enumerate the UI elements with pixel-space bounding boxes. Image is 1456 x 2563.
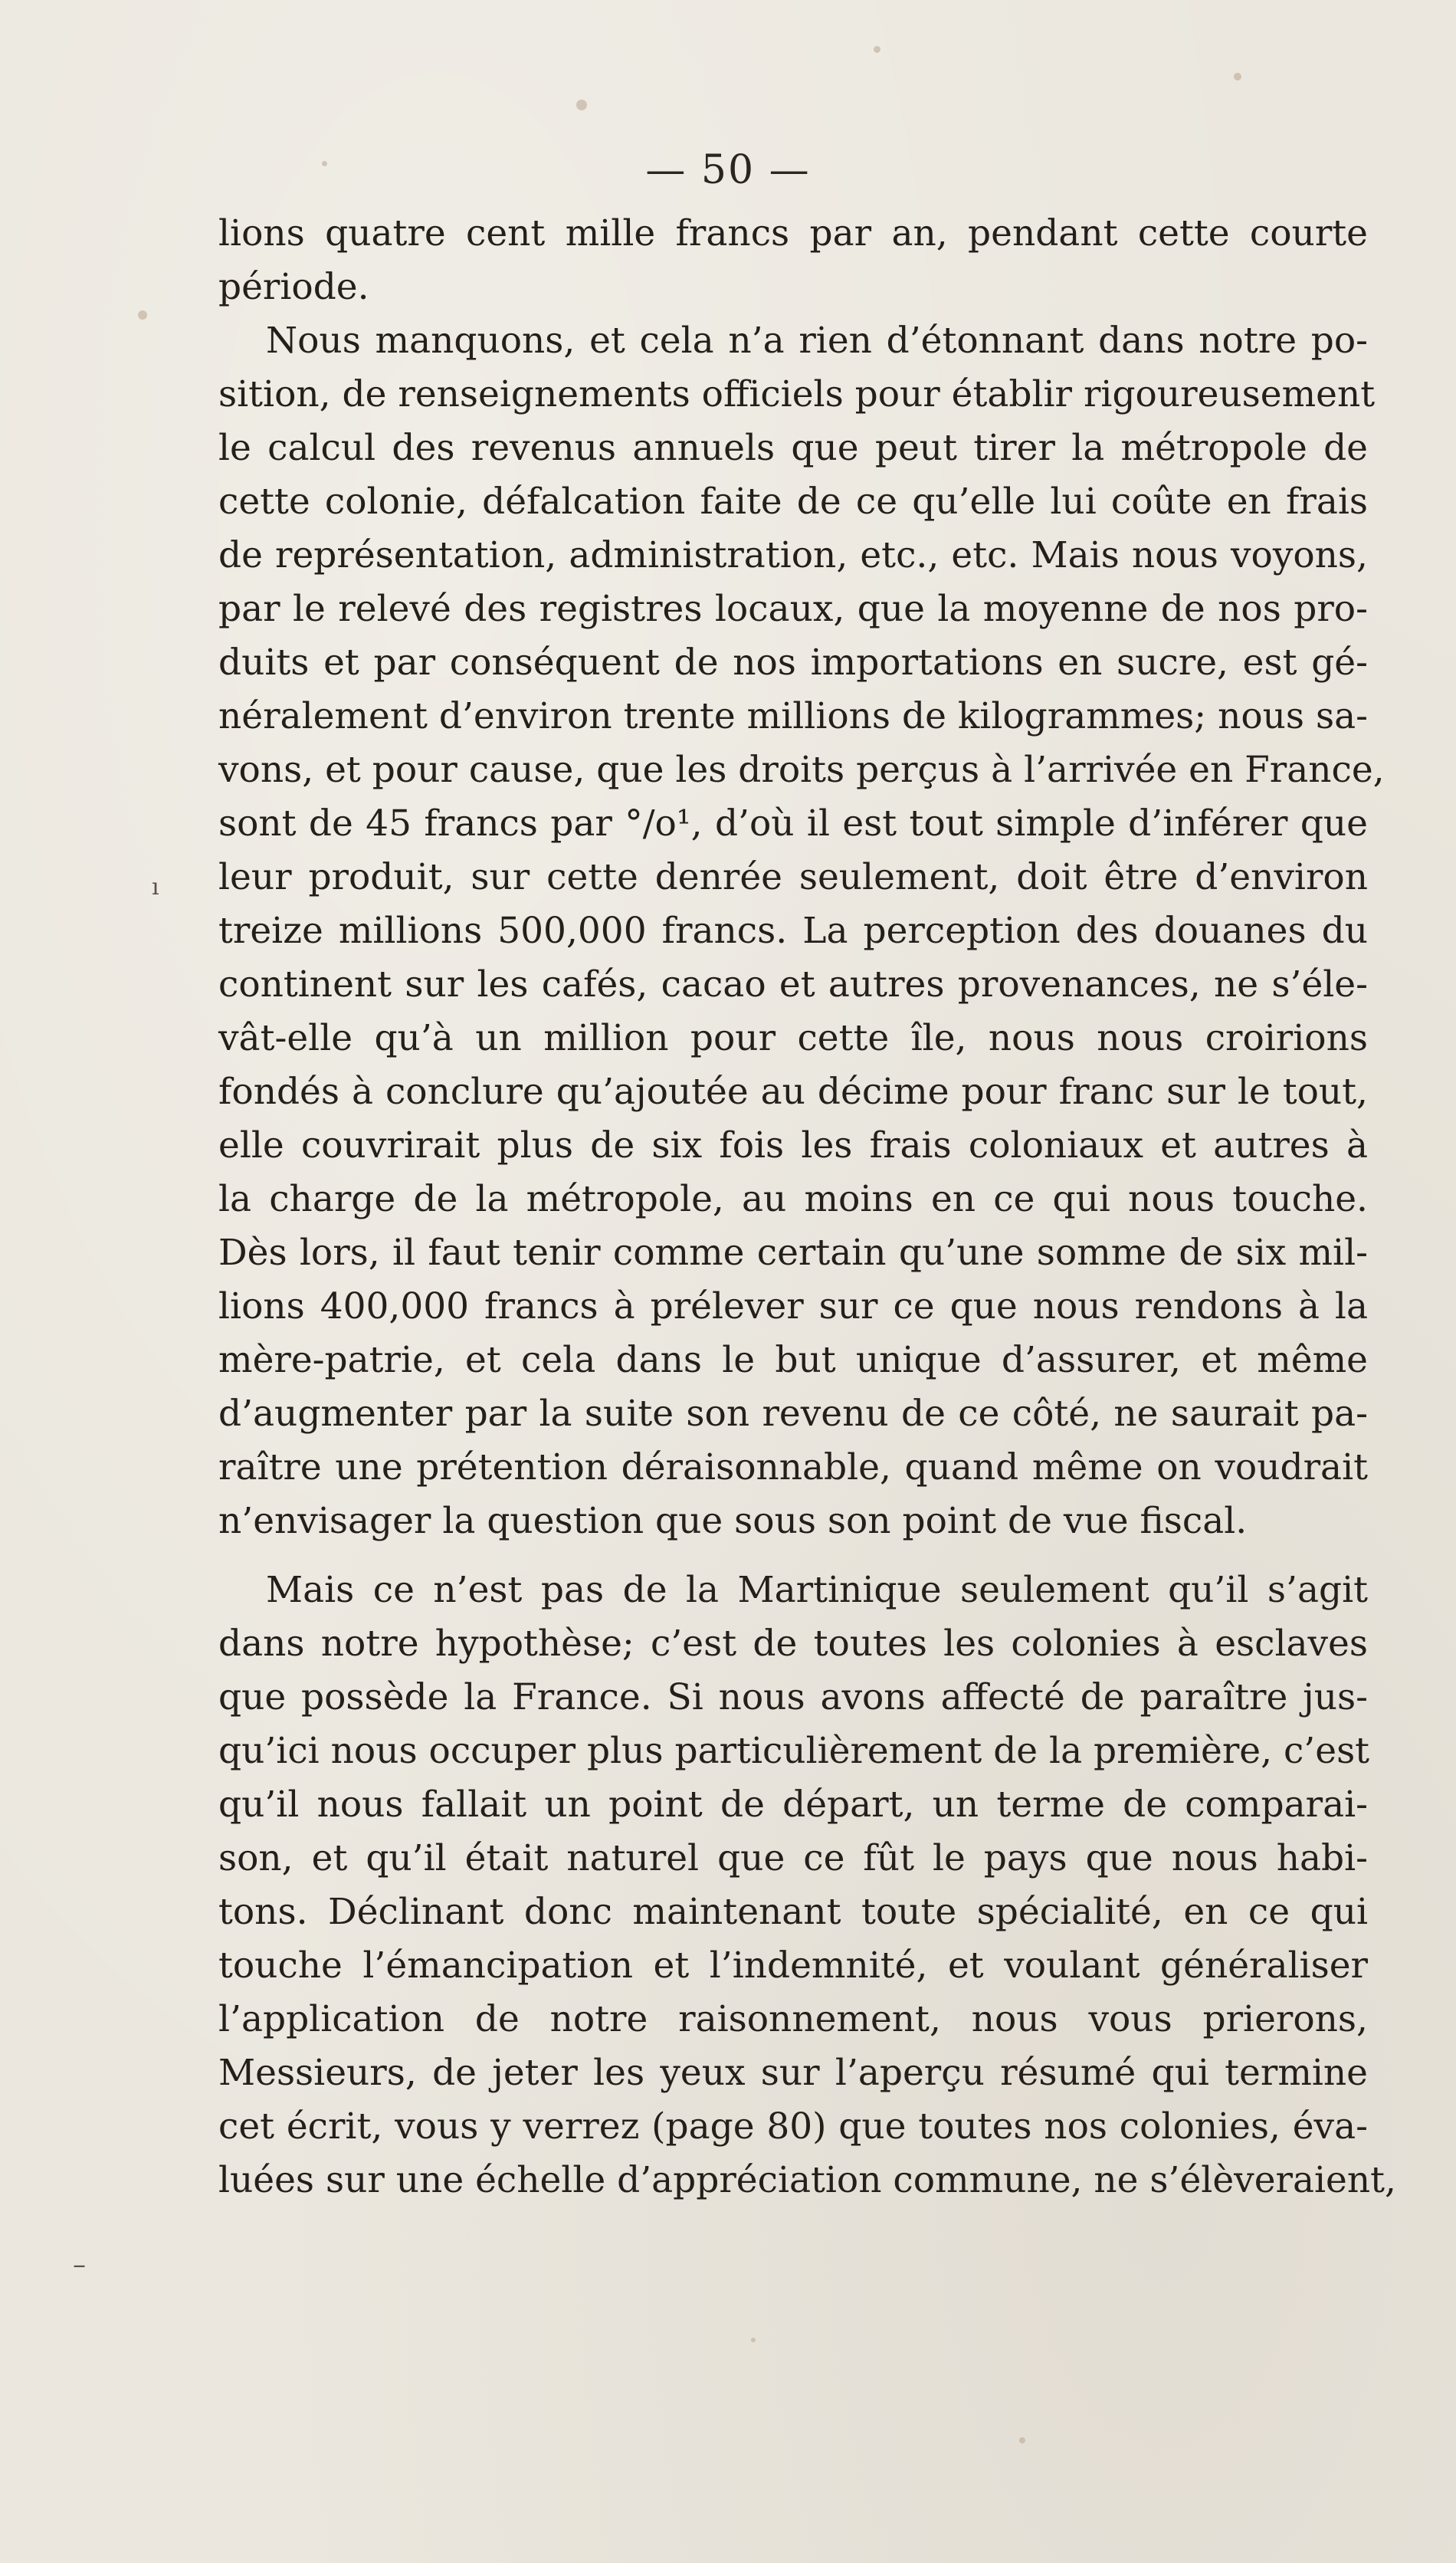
text-line: néralement d’environ trente millions de kilogrammes; nous sa- <box>218 695 1368 737</box>
text-line: touche l’émancipation et l’indemnité, et voulant généraliser <box>218 1944 1368 1987</box>
text-line: d’augmenter par la suite son revenu de ce côté, ne saurait pa- <box>218 1393 1368 1435</box>
text-line: tons. Déclinant donc maintenant toute spécialité, en ce qui <box>218 1891 1368 1933</box>
paper-spot <box>138 310 147 320</box>
text-line: raître une prétention déraisonnable, quand même on voudrait <box>218 1446 1368 1488</box>
text-line: l’application de notre raisonnement, nous vous prierons, <box>218 1998 1368 2040</box>
margin-dash-mark: – <box>73 2250 86 2280</box>
paper-spot <box>874 46 880 53</box>
text-line: sition, de renseignements officiels pour établir rigoureusement <box>218 373 1376 415</box>
paper-spot <box>1234 73 1241 80</box>
text-line: cet écrit, vous y verrez (page 80) que toutes nos colonies, éva- <box>218 2105 1368 2148</box>
text-line: période. <box>218 266 369 308</box>
text-line: continent sur les cafés, cacao et autres provenances, ne s’éle- <box>218 963 1368 1006</box>
text-line: Messieurs, de jeter les yeux sur l’aperçu résumé qui termine <box>218 2052 1368 2094</box>
page-number: — 50 — <box>645 147 811 193</box>
text-line: vât-elle qu’à un million pour cette île, nous nous croirions <box>218 1017 1368 1059</box>
paragraph <box>218 314 1385 1548</box>
text-line: par le relevé des registres locaux, que la moyenne de nos pro- <box>218 588 1368 630</box>
text-line: Mais ce n’est pas de la Martinique seulement qu’il s’agit <box>266 1569 1368 1611</box>
text-line: Nous manquons, et cela n’a rien d’étonnant dans notre po- <box>266 320 1368 362</box>
text-line: elle couvrirait plus de six fois les frais coloniaux et autres à <box>218 1124 1368 1167</box>
text-line: luées sur une échelle d’appréciation commune, ne s’élèveraient, <box>218 2159 1396 2201</box>
text-line: n’envisager la question que sous son point de vue fiscal. <box>218 1500 1248 1542</box>
text-line: qu’il nous fallait un point de départ, un terme de comparai- <box>218 1784 1368 1826</box>
text-line: vons, et pour cause, que les droits perçus à l’arrivée en France, <box>218 749 1385 791</box>
text-line: son, et qu’il était naturel que ce fût le pays que nous habi- <box>218 1837 1368 1879</box>
text-line: lions 400,000 francs à prélever sur ce que nous rendons à la <box>218 1285 1368 1327</box>
paragraph <box>218 1564 1396 2207</box>
text-line: dans notre hypothèse; c’est de toutes les colonies à esclaves <box>218 1623 1368 1665</box>
text-line: treize millions 500,000 francs. La perception des douanes du <box>218 910 1368 952</box>
text-line: la charge de la métropole, au moins en ce qui nous touche. <box>218 1178 1368 1220</box>
text-line: fondés à conclure qu’ajoutée au décime pour franc sur le tout, <box>218 1071 1368 1113</box>
text-line: lions quatre cent mille francs par an, pendant cette courte <box>218 212 1368 254</box>
paragraph-gap <box>218 1548 1368 1564</box>
text-line: que possède la France. Si nous avons affecté de paraître jus- <box>218 1676 1368 1718</box>
text-line: cette colonie, défalcation faite de ce qu’elle lui coûte en frais <box>218 481 1368 523</box>
margin-tick-mark: ı <box>152 874 159 901</box>
paragraph <box>218 207 1368 314</box>
text-line: Dès lors, il faut tenir comme certain qu’une somme de six mil- <box>218 1232 1368 1274</box>
paper-spot <box>751 2338 756 2342</box>
text-line: le calcul des revenus annuels que peut tirer la métropole de <box>218 427 1368 469</box>
text-line: duits et par conséquent de nos importations en sucre, est gé- <box>218 642 1368 684</box>
paper-spot <box>1019 2437 1025 2443</box>
text-line: mère-patrie, et cela dans le but unique d’assurer, et même <box>218 1339 1368 1381</box>
text-line: qu’ici nous occuper plus particulièrement de la première, c’est <box>218 1730 1370 1772</box>
text-line: sont de 45 francs par °/o¹, d’où il est tout simple d’inférer que <box>218 802 1368 845</box>
text-line: de représentation, administration, etc., etc. Mais nous voyons, <box>218 534 1368 576</box>
text-line: leur produit, sur cette denrée seulement, doit être d’environ <box>218 856 1368 898</box>
body-text <box>218 207 1396 2207</box>
paper-spot <box>576 100 587 110</box>
